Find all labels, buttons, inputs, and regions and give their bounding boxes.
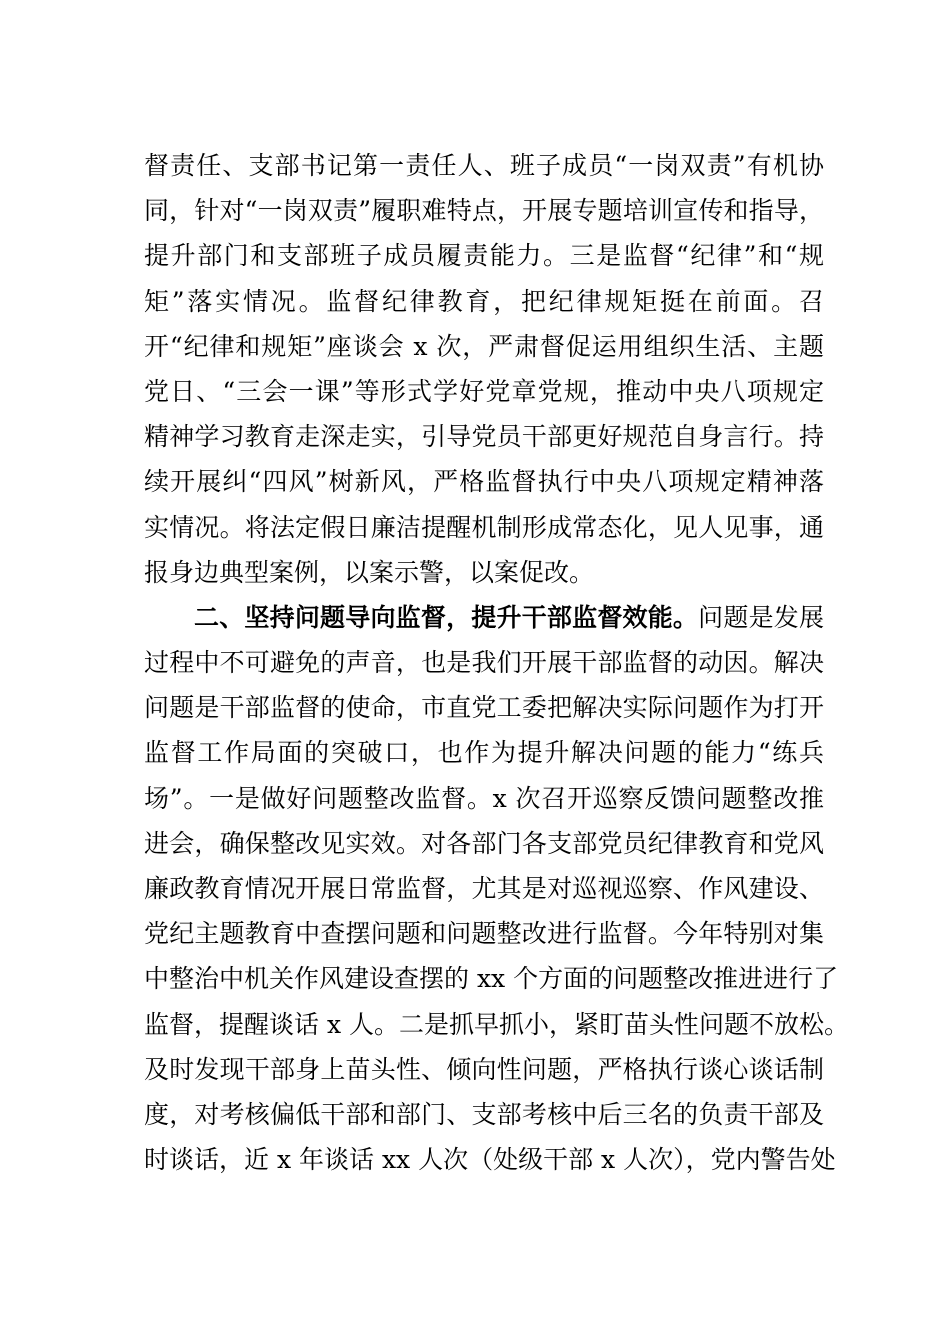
text-line: 廉政教育情况开展日常监督，尤其是对巡视巡察、作风建设、 <box>144 874 824 903</box>
text-line: 问题是干部监督的使命，市直党工委把解决实际问题作为打开 <box>144 693 824 723</box>
text-line: 中整治中机关作风建设查摆的 xx 个方面的问题整改推进进行了 <box>144 964 839 994</box>
text-line: 过程中不可避免的声音，也是我们开展干部监督的动因。解决 <box>144 648 824 678</box>
section-heading: 二、坚持问题导向监督，提升干部监督效能。 <box>194 602 699 632</box>
text-line: 实情况。将法定假日廉洁提醒机制形成常态化，见人见事，通 <box>144 512 824 542</box>
text-line: 报身边典型案例，以案示警，以案促改。 <box>144 557 595 587</box>
text-line: 提升部门和支部班子成员履责能力。三是监督“纪律”和“规 <box>144 241 824 271</box>
text-line: 矩”落实情况。监督纪律教育，把纪律规矩挺在前面。召 <box>144 286 824 316</box>
text-line: 及时发现干部身上苗头性、倾向性问题，严格执行谈心谈话制 <box>144 1054 824 1084</box>
text-line: 监督，提醒谈话 x 人。二是抓早抓小，紧盯苗头性问题不放松。 <box>144 1009 849 1039</box>
text-line: 精神学习教育走深走实，引导党员干部更好规范自身言行。持 <box>144 422 824 452</box>
text-line: 同，针对“一岗双责”履职难特点，开展专题培训宣传和指导， <box>144 196 824 226</box>
text-line: 开“纪律和规矩”座谈会 x 次，严肃督促运用组织生活、主题 <box>144 331 824 361</box>
text-line: 党日、“三会一课”等形式学好党章党规，推动中央八项规定 <box>144 376 824 406</box>
text-line: 督责任、支部书记第一责任人、班子成员“一岗双责”有机协 <box>144 151 824 180</box>
document-body <box>144 143 849 1182</box>
text-line: 续开展纠“四风”树新风，严格监督执行中央八项规定精神落 <box>144 467 824 497</box>
text-line: 场”。一是做好问题整改监督。x 次召开巡察反馈问题整改推 <box>144 783 824 813</box>
section-heading-rest: 问题是发展 <box>698 602 824 632</box>
text-line: 时谈话，近 x 年谈话 xx 人次（处级干部 x 人次），党内警告处 <box>144 1145 836 1175</box>
text-line: 监督工作局面的突破口，也作为提升解决问题的能力“练兵 <box>144 738 824 768</box>
section-2-first-line <box>144 595 824 640</box>
text-line: 进会，确保整改见实效。对各部门各支部党员纪律教育和党风 <box>144 828 824 858</box>
text-line: 党纪主题教育中查摆问题和问题整改进行监督。今年特别对集 <box>144 919 824 949</box>
text-line: 度，对考核偏低干部和部门、支部考核中后三名的负责干部及 <box>144 1099 824 1129</box>
